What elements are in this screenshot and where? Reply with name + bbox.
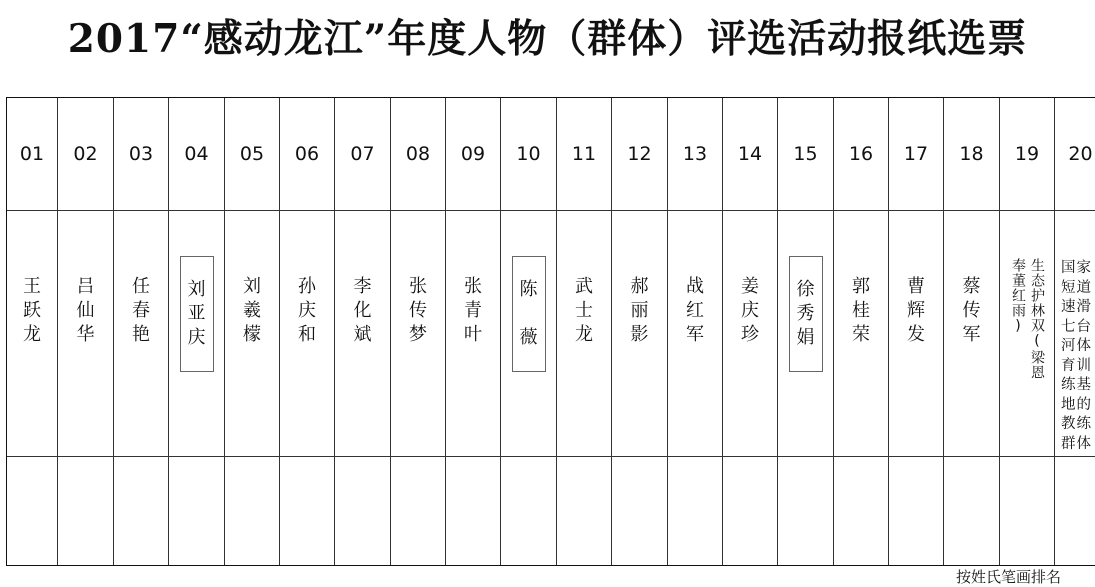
candidate-column — [334, 98, 390, 565]
candidate-name-cell — [280, 210, 334, 457]
candidate-name: 姜 庆 珍 — [741, 276, 759, 345]
candidate-name-cell — [501, 210, 556, 457]
ballot-title: 2017“感动龙江”年度人物（群体）评选活动报纸选票 — [67, 16, 1028, 62]
candidate-number: 05 — [239, 143, 265, 165]
candidate-column — [1054, 98, 1095, 565]
candidate-name: 王 跃 龙 — [23, 276, 41, 345]
candidate-name: 曹 辉 发 — [907, 276, 925, 345]
candidate-column — [168, 98, 224, 565]
candidate-name-cell — [114, 210, 168, 457]
candidate-number: 08 — [405, 143, 431, 165]
ballot-table — [6, 97, 1095, 566]
candidate-name-cell — [723, 210, 777, 457]
candidate-column — [556, 98, 611, 565]
candidate-number: 09 — [460, 143, 486, 165]
candidate-name-cell — [58, 210, 113, 457]
candidate-number: 17 — [903, 143, 929, 165]
candidate-name-cell — [612, 210, 667, 457]
candidate-column — [833, 98, 888, 565]
candidate-number: 18 — [959, 143, 984, 165]
candidate-number: 15 — [793, 143, 818, 165]
candidate-name: 国家短道速滑七台河体育训练基地的教练群体 — [1061, 260, 1092, 452]
candidate-name: 生态护林双(梁恩奉董红雨) — [1010, 258, 1045, 380]
candidate-name: 蔡 传 军 — [962, 276, 981, 345]
candidate-number: 11 — [571, 143, 597, 165]
candidate-name: 张 传 梦 — [409, 276, 427, 345]
candidate-column — [999, 98, 1054, 565]
candidate-name: 李 化 斌 — [353, 276, 372, 345]
candidate-name-cell — [889, 210, 943, 457]
candidate-column — [445, 98, 500, 565]
candidate-column — [57, 98, 113, 565]
candidate-number: 14 — [737, 143, 763, 165]
candidate-column — [888, 98, 943, 565]
candidate-name: 刘 亚 庆 — [180, 256, 214, 372]
candidate-name-cell — [834, 210, 888, 457]
candidate-name-cell — [335, 210, 390, 457]
candidate-name: 徐 秀 娟 — [789, 256, 823, 372]
candidate-name-cell — [446, 210, 500, 457]
candidate-name-cell — [225, 210, 279, 457]
candidate-name-cell — [944, 210, 999, 457]
candidate-column — [6, 98, 57, 565]
candidate-number: 16 — [848, 143, 874, 165]
candidate-column — [390, 98, 445, 565]
candidate-column — [279, 98, 334, 565]
candidate-name: 陈 薇 — [512, 256, 546, 372]
candidate-column — [943, 98, 999, 565]
candidate-column — [667, 98, 722, 565]
candidate-column — [722, 98, 777, 565]
candidate-number: 01 — [19, 143, 45, 165]
candidate-column — [611, 98, 667, 565]
candidate-column — [224, 98, 279, 565]
candidate-name-cell — [7, 210, 57, 457]
candidate-number: 06 — [294, 143, 320, 165]
candidate-number: 07 — [350, 143, 375, 165]
candidate-number: 20 — [1068, 143, 1093, 165]
candidate-number: 04 — [184, 143, 209, 165]
ranking-note: 按姓氏笔画排名 — [956, 568, 1062, 586]
candidate-column — [500, 98, 556, 565]
candidate-number: 13 — [682, 143, 708, 165]
candidate-name-cell — [1000, 210, 1054, 457]
candidate-column — [777, 98, 833, 565]
candidate-name-cell — [1055, 210, 1095, 457]
candidate-name-cell — [778, 210, 833, 457]
candidate-name-cell — [668, 210, 722, 457]
candidate-number: 12 — [627, 143, 652, 165]
candidate-name-cell — [557, 210, 611, 457]
candidate-name: 武 士 龙 — [575, 276, 593, 345]
candidate-name: 刘 羲 檬 — [243, 276, 261, 345]
candidate-name: 郝 丽 影 — [630, 276, 649, 345]
candidate-name: 张 青 叶 — [464, 276, 482, 345]
candidate-name: 郭 桂 荣 — [852, 276, 870, 345]
candidate-name: 任 春 艳 — [132, 276, 150, 345]
candidate-number: 19 — [1014, 143, 1040, 165]
candidate-name: 孙 庆 和 — [298, 276, 316, 345]
candidate-number: 10 — [516, 143, 541, 165]
candidate-name: 战 红 军 — [686, 276, 704, 345]
candidate-name-cell — [169, 210, 224, 457]
candidate-group-name — [1061, 220, 1095, 493]
candidate-name-cell — [391, 210, 445, 457]
candidate-number: 02 — [73, 143, 98, 165]
candidate-name: 吕 仙 华 — [76, 276, 95, 345]
candidate-group-name — [1000, 258, 1054, 393]
candidate-column — [113, 98, 168, 565]
candidate-number: 03 — [128, 143, 154, 165]
